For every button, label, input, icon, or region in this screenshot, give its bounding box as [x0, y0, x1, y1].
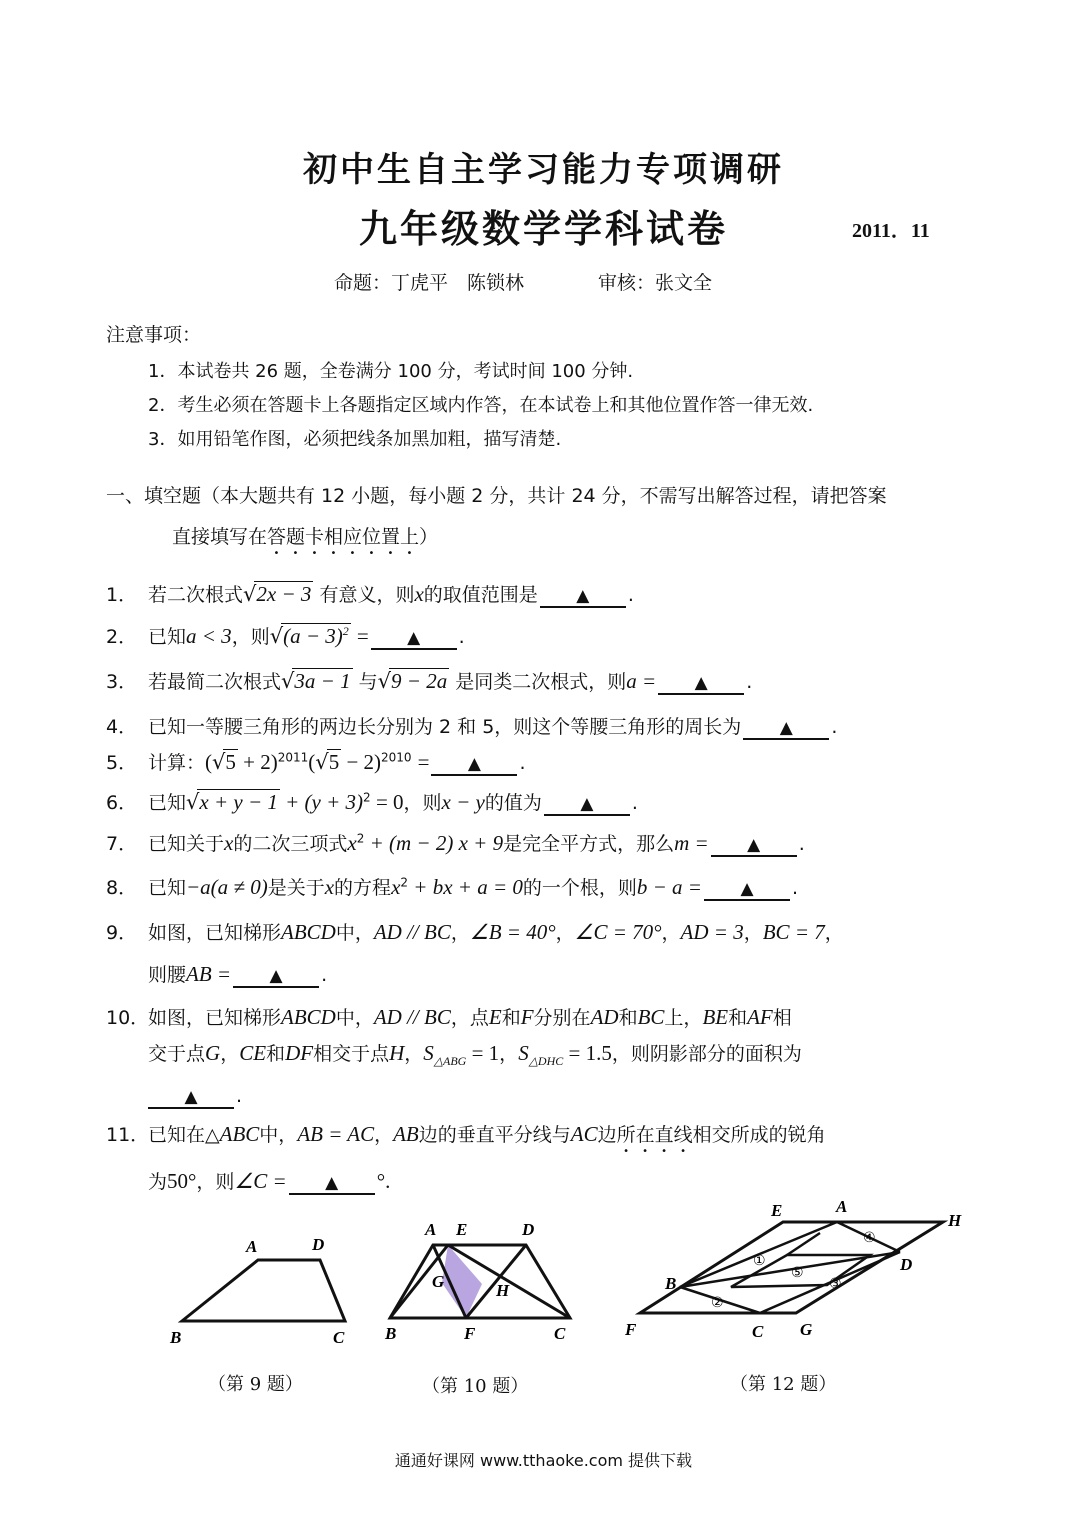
trapezoid-shape	[182, 1260, 345, 1321]
answer-blank: ▲	[148, 1086, 234, 1109]
vertex-label: A	[246, 1237, 258, 1256]
vertex-label: G	[800, 1320, 813, 1339]
figure-9-caption: （第 9 题）	[208, 1374, 303, 1395]
vertex-label: H	[948, 1211, 962, 1230]
vertex-label: D	[900, 1255, 913, 1274]
note-item: 1．本试卷共 26 题，全卷满分 100 分，考试时间 100 分钟.	[148, 361, 634, 382]
answer-blank: ▲	[743, 717, 829, 740]
region-marker: ①	[753, 1253, 766, 1269]
figure-10-caption: （第 10 题）	[422, 1376, 529, 1397]
vertex-label: D	[312, 1235, 325, 1254]
figure-12-caption: （第 12 题）	[730, 1374, 837, 1395]
question-6: 6． 已知$√x + y - 1 + (y + 3)^2 = 0$，则x − y的值为 ▲ .	[106, 790, 638, 814]
section-heading: 一、填空题（本大题共有 12 小题，每小题 2 分，共计 24 分，不需写出解答过程，请把答案	[106, 485, 887, 507]
answer-blank: ▲	[431, 753, 517, 776]
authors-line	[334, 268, 712, 295]
authors: 命题：丁虎平 陈锁林	[334, 272, 525, 294]
answer-blank: ▲	[371, 627, 457, 650]
question-9: 9． 如图，已知梯形ABCD中，AD // BC，∠B = 40°，∠C = 70°，AD = 3，BC = 7，	[106, 920, 844, 944]
question-11: 11．已知在△ABC中，AB = AC，AB边的垂直平分线与AC边所在直线相交所成的锐角	[106, 1122, 826, 1146]
vertex-label: C	[333, 1328, 345, 1347]
figure-12-parallelograms	[615, 1195, 980, 1355]
region-marker: ⑤	[791, 1265, 804, 1281]
vertex-label: B	[665, 1274, 677, 1293]
paper-date: 2011．11	[852, 220, 930, 242]
question-11-line2: 为50°，则∠C = ▲ °.	[148, 1169, 391, 1193]
paper-title: 初中生自主学习能力专项调研	[303, 150, 784, 190]
vertex-label: G	[432, 1272, 445, 1291]
region-marker: ③	[829, 1276, 842, 1292]
question-10-line3: ▲ .	[148, 1085, 242, 1109]
vertex-label: B	[385, 1324, 397, 1343]
vertex-label: F	[464, 1324, 476, 1343]
question-7: 7． 已知关于x的二次三项式$x^2 + (m - 2) x + 9$是完全平方式，那么m = ▲ .	[106, 831, 805, 855]
vertex-label: C	[752, 1322, 764, 1341]
question-9-line2: 则腰AB = ▲ .	[148, 962, 328, 986]
vertex-label: E	[771, 1201, 783, 1220]
question-10: 10．如图，已知梯形ABCD中，AD // BC，点E和F分别在AD和BC上，BE和AF相	[106, 1005, 792, 1029]
notes-heading: 注意事项：	[106, 324, 202, 346]
vertex-label: H	[496, 1281, 510, 1300]
question-1: 1． 若二次根式√2x − 3 有意义，则x的取值范围是 ▲ .	[106, 582, 634, 606]
vertex-label: F	[625, 1320, 637, 1339]
figure-9-trapezoid	[160, 1225, 360, 1355]
note-item: 2．考生必须在答题卡上各题指定区域内作答，在本试卷上和其他位置作答一律无效.	[148, 395, 814, 416]
answer-blank: ▲	[233, 965, 319, 988]
section-heading-line2: 直接填写在答题卡相应位置上）	[172, 526, 439, 548]
answer-blank: ▲	[544, 793, 630, 816]
question-10-line2: 交于点G，CE和DF相交于点H，$S_{\triangle ABG} = 1$，$S_{\triangle DHC} = 1.5$，则阴影部分的面积为	[148, 1041, 802, 1068]
answer-blank: ▲	[540, 585, 626, 608]
vertex-label: A	[425, 1220, 437, 1239]
vertex-label: A	[836, 1197, 848, 1216]
question-5: 5． 计算：$(√5 + 2)^{2011}(√5 - 2)^{2010}$ = ▲ .	[106, 750, 526, 774]
vertex-label: E	[456, 1220, 468, 1239]
answer-blank: ▲	[704, 878, 790, 901]
vertex-label: B	[170, 1328, 182, 1347]
question-2: 2． 已知a < 3，则$√(a - 3)^2$ = ▲ .	[106, 624, 465, 648]
region-marker: ④	[863, 1230, 876, 1246]
answer-blank: ▲	[658, 672, 744, 695]
answer-blank: ▲	[289, 1172, 375, 1195]
vertex-label: D	[522, 1220, 535, 1239]
question-3: 3． 若最简二次根式√3a − 1 与√9 − 2a 是同类二次根式，则a = ▲ .	[106, 669, 753, 693]
vertex-label: C	[554, 1324, 566, 1343]
note-item: 3．如用铅笔作图，必须把线条加黑加粗，描写清楚.	[148, 429, 562, 450]
question-8: 8． 已知−a(a ≠ 0)是关于x的方程$x^2$ + bx + a = 0的一个根，则b − a = ▲ .	[106, 875, 799, 899]
region-marker: ②	[711, 1295, 724, 1311]
question-4: 4． 已知一等腰三角形的两边长分别为 2 和 5，则这个等腰三角形的周长为 ▲ .	[106, 716, 838, 738]
reviewer: 审核：张文全	[598, 272, 713, 294]
trapezoid-shape	[390, 1245, 570, 1318]
paper-subtitle: 九年级数学学科试卷	[358, 207, 728, 251]
figure-10-trapezoid	[378, 1215, 588, 1355]
footer-text: 通通好课网 www.tthaoke.com 提供下载	[394, 1451, 693, 1470]
answer-blank: ▲	[711, 834, 797, 857]
